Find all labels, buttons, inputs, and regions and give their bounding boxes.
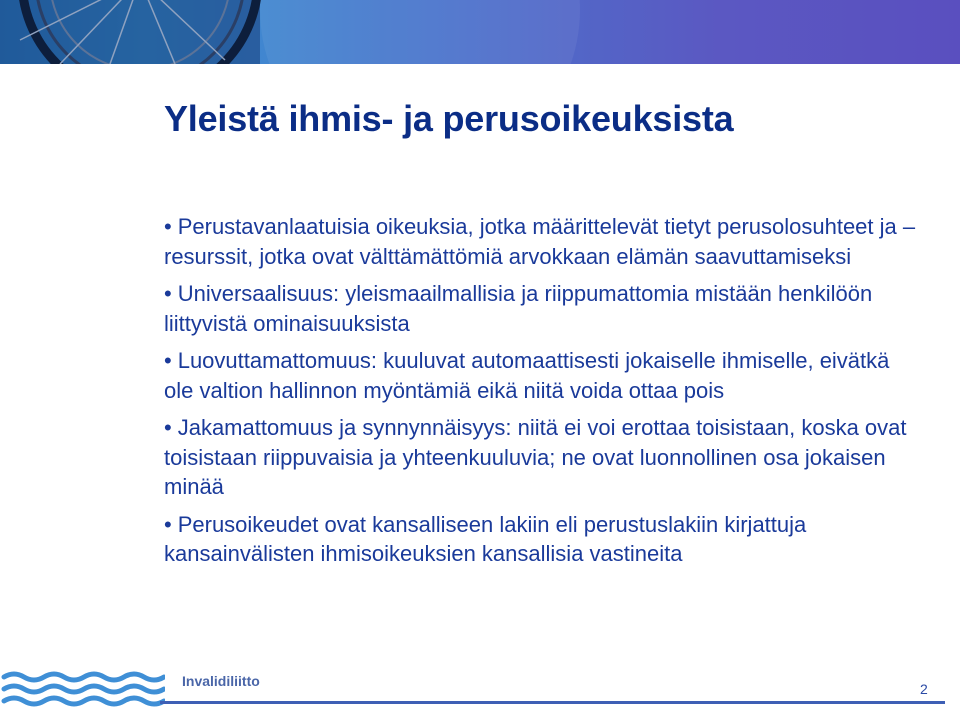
wave-lines-logo-icon [0, 668, 165, 712]
bullet-item [164, 346, 924, 405]
bullet-dot-icon: • [164, 415, 172, 440]
bullet-text: Luovuttamattomuus: kuuluvat automaattisesti jokaiselle ihmiselle, eivätkä ole valtion hallinnon myöntämiä eikä niitä voida ottaa pois [164, 348, 890, 403]
bullet-dot-icon: • [164, 214, 172, 239]
header-banner [0, 0, 960, 64]
bullet-item [164, 212, 924, 271]
bullet-text: Jakamattomuus ja synnynnäisyys: niitä ei voi erottaa toisistaan, koska ovat toisistaan riippuvaisia ja yhteenkuuluvia; ne ovat luonnollinen osa jokaisen minää [164, 415, 907, 499]
wheelchair-wheel-photo-icon [0, 0, 960, 64]
bullet-dot-icon: • [164, 281, 172, 306]
bullet-text: Perustavanlaatuisia oikeuksia, jotka määrittelevät tietyt perusolosuhteet ja –resurssit, jotka ovat välttämättömiä arvokkaan elämän saavuttamiseksi [164, 214, 916, 269]
bullet-item [164, 279, 924, 338]
bullet-text: Perusoikeudet ovat kansalliseen lakiin eli perustuslakiin kirjattuja kansainvälisten ihmisoikeuksien kansallisia vastineita [164, 511, 807, 566]
brand-name: Invalidiliitto [182, 673, 260, 689]
page-number: 2 [920, 681, 928, 697]
footer-divider [160, 701, 945, 704]
bullet-item [164, 413, 924, 502]
bullet-text: Universaalisuus: yleismaailmallisia ja riippumattomia mistään henkilöön liittyvistä ominaisuuksista [164, 281, 873, 336]
bullet-item [164, 510, 924, 569]
bullet-list [164, 212, 924, 577]
bullet-dot-icon: • [164, 511, 172, 537]
bullet-dot-icon: • [164, 348, 172, 373]
slide-title: Yleistä ihmis- ja perusoikeuksista [164, 98, 734, 139]
